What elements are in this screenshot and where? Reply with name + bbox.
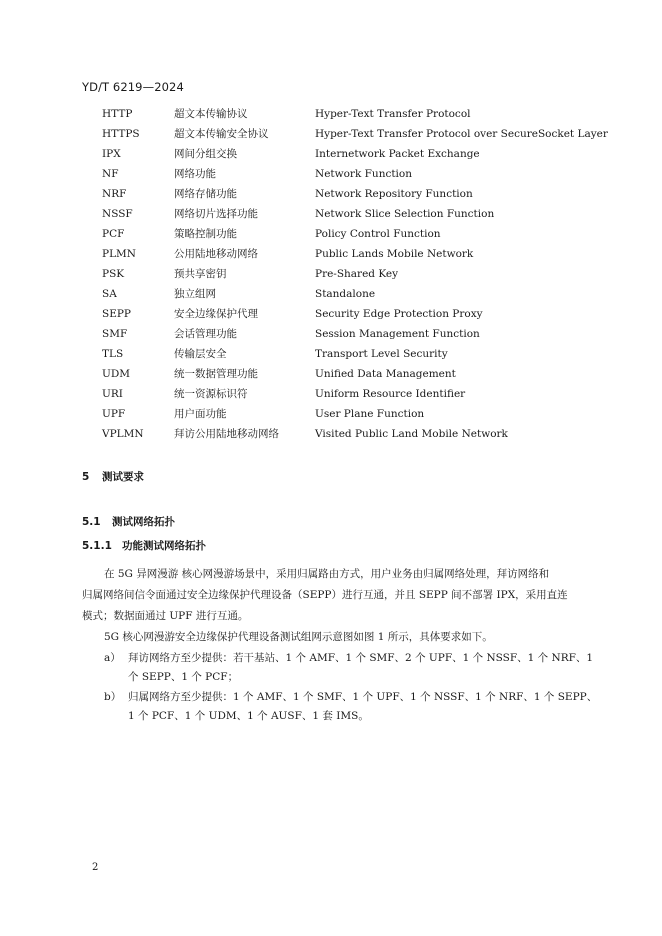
section-number: 5.1 xyxy=(82,516,101,528)
section-5-1-1-heading xyxy=(82,538,206,553)
english-term: Network Function xyxy=(315,168,413,180)
abbreviation: SA xyxy=(102,288,117,300)
abbreviation: NSSF xyxy=(102,208,133,220)
section-number: 5 xyxy=(82,471,90,483)
english-term: Hyper-Text Transfer Protocol over SecureSocket Layer xyxy=(315,128,608,140)
english-term: Pre-Shared Key xyxy=(315,268,399,280)
section-title: 测试要求 xyxy=(102,471,144,483)
chinese-term: 超文本传输安全协议 xyxy=(174,128,269,140)
section-title: 功能测试网络拓扑 xyxy=(122,540,206,552)
chinese-term: 超文本传输协议 xyxy=(174,108,248,120)
chinese-term: 统一资源标识符 xyxy=(174,388,248,400)
english-term: Uniform Resource Identifier xyxy=(315,388,466,400)
abbreviation: UDM xyxy=(102,368,131,380)
english-term: User Plane Function xyxy=(315,408,425,420)
english-term: Transport Level Security xyxy=(315,348,448,360)
watermark xyxy=(140,907,520,921)
list-text-line-2: 个 SEPP、1 个 PCF； xyxy=(128,671,239,683)
chinese-term: 策略控制功能 xyxy=(174,228,237,240)
abbreviation: NRF xyxy=(102,188,127,200)
chinese-term: 会话管理功能 xyxy=(174,328,237,340)
english-term: Security Edge Protection Proxy xyxy=(315,308,483,320)
chinese-term: 网络功能 xyxy=(174,168,216,180)
section-number: 5.1.1 xyxy=(82,540,112,552)
english-term: Standalone xyxy=(315,288,376,300)
abbreviation: URI xyxy=(102,388,123,400)
chinese-term: 公用陆地移动网络 xyxy=(174,248,258,260)
abbreviation: HTTPS xyxy=(102,128,140,140)
paragraph-1-line-1: 在 5G 异网漫游 核心网漫游场景中，采用归属路由方式，用户业务由归属网络处理，拜访网络和 xyxy=(104,568,550,580)
english-term: Policy Control Function xyxy=(315,228,441,240)
abbreviation: SEPP xyxy=(102,308,131,320)
abbreviation: VPLMN xyxy=(102,428,144,440)
chinese-term: 网络切片选择功能 xyxy=(174,208,258,220)
abbreviation: UPF xyxy=(102,408,126,420)
section-title: 测试网络拓扑 xyxy=(112,516,175,528)
english-term: Session Management Function xyxy=(315,328,480,340)
chinese-term: 预共享密钥 xyxy=(174,268,227,280)
page-number: 2 xyxy=(92,862,99,873)
paragraph-1-line-2: 归属网络间信令面通过安全边缘保护代理设备（SEPP）进行互通，并且 SEPP 间不部署 IPX，采用直连 xyxy=(82,589,568,601)
abbreviation: SMF xyxy=(102,328,128,340)
abbreviation: NF xyxy=(102,168,119,180)
abbreviation: PLMN xyxy=(102,248,136,260)
english-term: Hyper-Text Transfer Protocol xyxy=(315,108,471,120)
doc-header-id: YD/T 6219—2024 xyxy=(82,80,184,94)
list-marker: b） xyxy=(104,691,122,703)
list-marker: a） xyxy=(104,652,121,664)
english-term: Unified Data Management xyxy=(315,368,456,380)
chinese-term: 独立组网 xyxy=(174,288,216,300)
abbreviation: HTTP xyxy=(102,108,133,120)
abbreviation: TLS xyxy=(102,348,124,360)
chinese-term: 用户面功能 xyxy=(174,408,227,420)
section-5-1-heading xyxy=(82,514,175,529)
abbreviation: PCF xyxy=(102,228,125,240)
chinese-term: 网络存储功能 xyxy=(174,188,237,200)
chinese-term: 安全边缘保护代理 xyxy=(174,308,258,320)
chinese-term: 网间分组交换 xyxy=(174,148,237,160)
list-text-line-1: 归属网络方至少提供：1 个 AMF、1 个 SMF、1 个 UPF、1 个 NSSF、1 个 NRF、1 个 SEPP、 xyxy=(128,691,598,703)
chinese-term: 传输层安全 xyxy=(174,348,227,360)
paragraph-1-line-3: 模式；数据面通过 UPF 进行互通。 xyxy=(82,610,249,622)
section-5-heading xyxy=(82,469,144,484)
english-term: Network Slice Selection Function xyxy=(315,208,495,220)
english-term: Visited Public Land Mobile Network xyxy=(315,428,508,440)
english-term: Internetwork Packet Exchange xyxy=(315,148,480,160)
abbreviation: IPX xyxy=(102,148,121,160)
english-term: Network Repository Function xyxy=(315,188,473,200)
english-term: Public Lands Mobile Network xyxy=(315,248,474,260)
abbreviation: PSK xyxy=(102,268,125,280)
list-text-line-2: 1 个 PCF、1 个 UDM、1 个 AUSF、1 套 IMS。 xyxy=(128,710,369,722)
paragraph-2: 5G 核心网漫游安全边缘保护代理设备测试组网示意图如图 1 所示，具体要求如下。 xyxy=(104,631,493,643)
chinese-term: 拜访公用陆地移动网络 xyxy=(174,428,279,440)
chinese-term: 统一数据管理功能 xyxy=(174,368,258,380)
list-text-line-1: 拜访网络方至少提供：若干基站、1 个 AMF、1 个 SMF、2 个 UPF、1 个 NSSF、1 个 NRF、1 xyxy=(128,652,594,664)
